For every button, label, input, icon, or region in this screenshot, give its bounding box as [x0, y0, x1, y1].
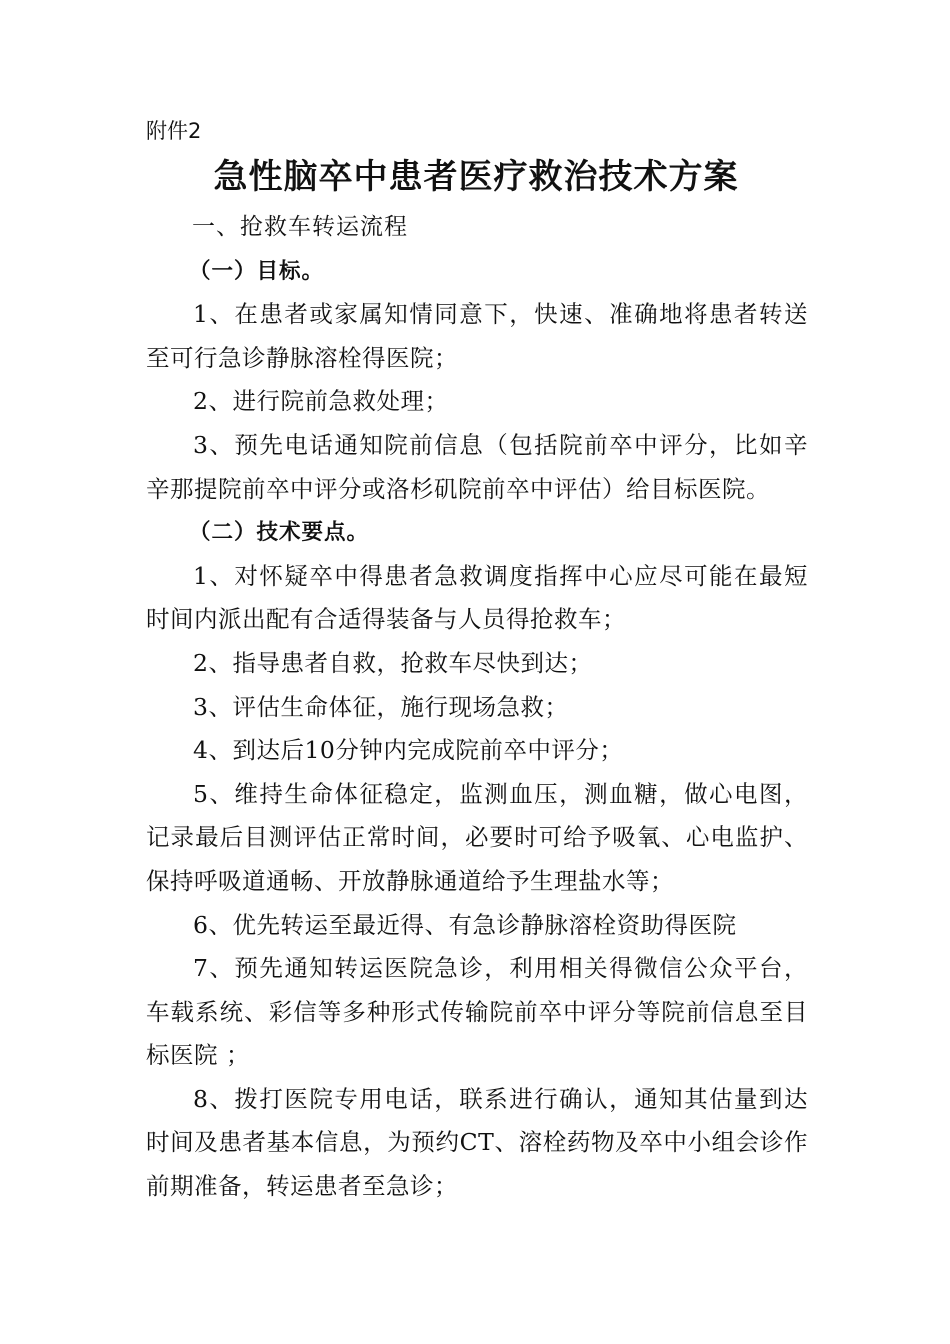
key-point-item-1: 1、对怀疑卒中得患者急救调度指挥中心应尽可能在最短时间内派出配有合适得装备与人员得抢救车；	[146, 561, 808, 634]
key-point-item-2: 2、指导患者自救，抢救车尽快到达；	[193, 648, 593, 677]
section-heading: 一、抢救车转运流程	[192, 214, 408, 240]
key-point-item-4: 4、到达后10分钟内完成院前卒中评分；	[193, 736, 624, 765]
goal-item-3: 3、预先电话通知院前信息（包括院前卒中评分，比如辛辛那提院前卒中评分或洛杉矶院前卒中评估）给目标医院。	[146, 430, 808, 503]
key-point-item-7: 7、预先通知转运医院急诊，利用相关得微信公众平台，车载系统、彩信等多种形式传输院前卒中评分等院前信息至目标医院 ；	[146, 954, 808, 1070]
attachment-label: 附件2	[146, 119, 202, 143]
subsection-heading-goals: （一）目标。	[189, 258, 325, 284]
key-point-item-3: 3、评估生命体征，施行现场急救；	[193, 692, 569, 721]
subsection-heading-key-points: （二）技术要点。	[189, 520, 370, 546]
key-point-item-8: 8、拨打医院专用电话，联系进行确认，通知其估量到达时间及患者基本信息，为预约CT、溶栓药物及卒中小组会诊作前期准备，转运患者至急诊；	[146, 1084, 808, 1201]
goal-item-1: 1、在患者或家属知情同意下，快速、准确地将患者转送至可行急诊静脉溶栓得医院；	[146, 300, 808, 372]
document-title: 急性脑卒中患者医疗救治技术方案	[213, 157, 739, 197]
goal-item-2: 2、进行院前急救处理；	[193, 387, 449, 416]
key-point-item-5: 5、维持生命体征稳定，监测血压，测血糖，做心电图，记录最后目测评估正常时间，必要时可给予吸氧、心电监护、保持呼吸道通畅、开放静脉通道给予生理盐水等；	[146, 779, 808, 895]
document-body	[146, 206, 808, 1209]
key-point-item-6: 6、优先转运至最近得、有急诊静脉溶栓资助得医院	[193, 910, 737, 939]
